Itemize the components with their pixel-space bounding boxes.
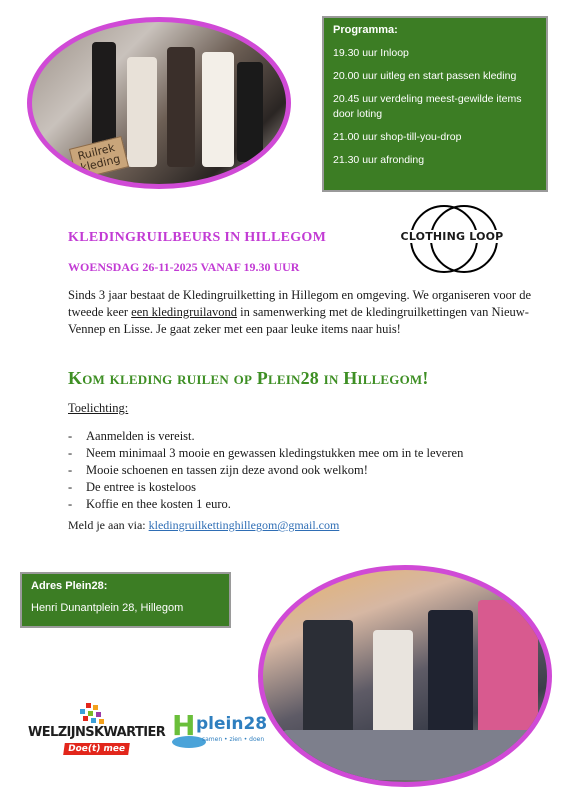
photo-shape — [373, 630, 413, 740]
plein28-name: plein28 — [196, 714, 268, 734]
photo-shape — [283, 730, 533, 780]
toelichting-list — [68, 428, 548, 513]
intro-paragraph — [68, 287, 538, 338]
list-item-text: Koffie en thee kosten 1 euro. — [86, 497, 231, 511]
signup-line — [68, 518, 339, 533]
list-item-text: Aanmelden is vereist. — [86, 429, 195, 443]
programma-item: 20.00 uur uitleg en start passen kleding — [333, 70, 517, 82]
intro-text: Sinds 3 jaar bestaat de Kledingruilketting in Hillegom en omgeving. We organiseren voor de tweede keer — [68, 288, 532, 319]
plein28-logo — [172, 708, 268, 754]
programma-item: 21.30 uur afronding — [333, 154, 425, 166]
programma-item: 19.30 uur Inloop — [333, 47, 409, 59]
list-item-text: De entree is kosteloos — [86, 480, 197, 494]
list-item: - De entree is kosteloos — [68, 480, 197, 494]
photo-shape — [478, 600, 538, 740]
logo-dots-icon — [78, 703, 108, 723]
programma-item: 21.00 uur shop-till-you-drop — [333, 131, 462, 143]
address-value: Henri Dunantplein 28, Hillegom — [31, 602, 184, 614]
clothing-loop-text: CLOTHING LOOP — [396, 230, 508, 243]
list-item: - Neem minimaal 3 mooie en gewassen kledingstukken mee om in te leveren — [68, 446, 464, 460]
clothing-rack-photo — [27, 17, 291, 189]
welzijnskwartier-tag: Doe(t) mee — [63, 743, 130, 755]
photo-shape — [202, 52, 234, 167]
plein28-h-icon: H — [172, 709, 196, 742]
list-item-text: Mooie schoenen en tassen zijn deze avond ook welkom! — [86, 463, 368, 477]
page-title: KLEDINGRUILBEURS IN HILLEGOM — [68, 230, 327, 245]
address-heading: Adres Plein28: — [31, 580, 108, 592]
welzijnskwartier-name: WELZIJNSKWARTIER — [28, 725, 166, 740]
slogan-heading: Kom kleding ruilen op Plein28 in Hillegom! — [68, 368, 429, 388]
address-box — [20, 572, 231, 628]
clothing-loop-logo — [396, 205, 508, 273]
event-date: WOENSDAG 26-11-2025 VANAF 19.30 UUR — [68, 260, 300, 274]
list-item: - Koffie en thee kosten 1 euro. — [68, 497, 231, 511]
signup-email-link[interactable]: kledingruilkettinghillegom@gmail.com — [148, 518, 340, 532]
plein28-sub: samen • zien • doen — [202, 736, 265, 743]
programma-item: 20.45 uur verdeling meest-gewilde items door loting — [333, 93, 522, 120]
list-item-text: Neem minimaal 3 mooie en gewassen kledingstukken mee om in te leveren — [86, 446, 464, 460]
photo-shape — [303, 620, 353, 740]
signup-label: Meld je aan via: — [68, 518, 146, 532]
intro-underlined: een kledingruilavond — [131, 305, 238, 319]
photo-shape — [167, 47, 195, 167]
clothing-swap-photo — [258, 565, 552, 787]
welzijnskwartier-logo — [28, 703, 166, 758]
programma-box — [322, 16, 548, 192]
photo-sign: Ruilrek kleding — [69, 136, 129, 180]
photo-shape — [237, 62, 263, 162]
photo-shape — [127, 57, 157, 167]
list-item: - Mooie schoenen en tassen zijn deze avond ook welkom! — [68, 463, 368, 477]
programma-heading: Programma: — [333, 24, 398, 36]
intro-text: in samenwerking met de kledingruilkettingen van Nieuw-Vennep en Lisse. Je gaat zeker met een paar leuke items naar huis! — [68, 305, 529, 336]
list-item: - Aanmelden is vereist. — [68, 429, 195, 443]
toelichting-heading: Toelichting: — [68, 401, 129, 415]
